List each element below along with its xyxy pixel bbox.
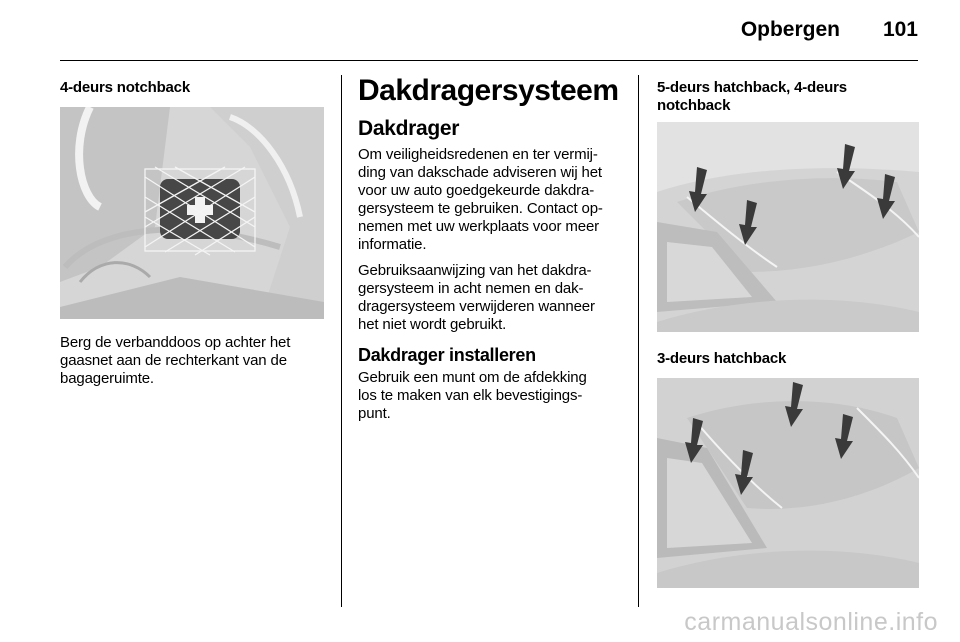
column-divider-1 (341, 75, 342, 607)
text-line: gersysteem te gebruiken. Contact op- (358, 200, 603, 217)
heading-3door: 3-deurs hatchback (657, 350, 787, 367)
watermark: carmanualsonline.info (684, 608, 938, 636)
text-line: nemen met uw werkplaats voor meer (358, 218, 599, 235)
subheading-install: Dakdrager installeren (358, 345, 536, 365)
paragraph-instructions (358, 262, 595, 334)
caption-line: Berg de verbanddoos op achter het (60, 334, 291, 351)
subtitle-dakdrager: Dakdrager (358, 117, 460, 140)
column-divider-2 (638, 75, 639, 607)
heading-line: notchback (657, 97, 731, 114)
figure-roof-5door (657, 122, 919, 332)
heading-line: 5-deurs hatchback, 4-deurs (657, 79, 847, 96)
text-line: dragersysteem verwijderen wanneer (358, 298, 595, 315)
page-number: 101 (882, 18, 918, 41)
header-rule (60, 60, 918, 61)
figure-roof-3door (657, 378, 919, 588)
paragraph-safety (358, 146, 603, 254)
text-line: los te maken van elk bevestigings- (358, 387, 583, 404)
caption-line: gaasnet aan de rechterkant van de (60, 352, 287, 369)
text-line: Gebruiksaanwijzing van het dakdra- (358, 262, 592, 279)
figure-first-aid-net (60, 107, 324, 319)
text-line: Gebruik een munt om de afdekking (358, 369, 587, 386)
text-line: Om veiligheidsredenen en ter vermij- (358, 146, 598, 163)
text-line: het niet wordt gebruikt. (358, 316, 507, 333)
text-line: punt. (358, 405, 391, 422)
caption-line: bagageruimte. (60, 370, 154, 387)
section-title: Opbergen (740, 18, 840, 41)
text-line: informatie. (358, 236, 427, 253)
heading-5door (657, 79, 847, 115)
page-title: Dakdragersysteem (358, 74, 619, 107)
caption-first-aid (60, 334, 290, 388)
text-line: gersysteem in acht nemen en dak- (358, 280, 584, 297)
heading-notchback: 4-deurs notchback (60, 79, 190, 96)
text-line: voor uw auto goedgekeurde dakdra- (358, 182, 595, 199)
text-line: ding van dakschade adviseren wij het (358, 164, 602, 181)
paragraph-install (358, 369, 587, 423)
